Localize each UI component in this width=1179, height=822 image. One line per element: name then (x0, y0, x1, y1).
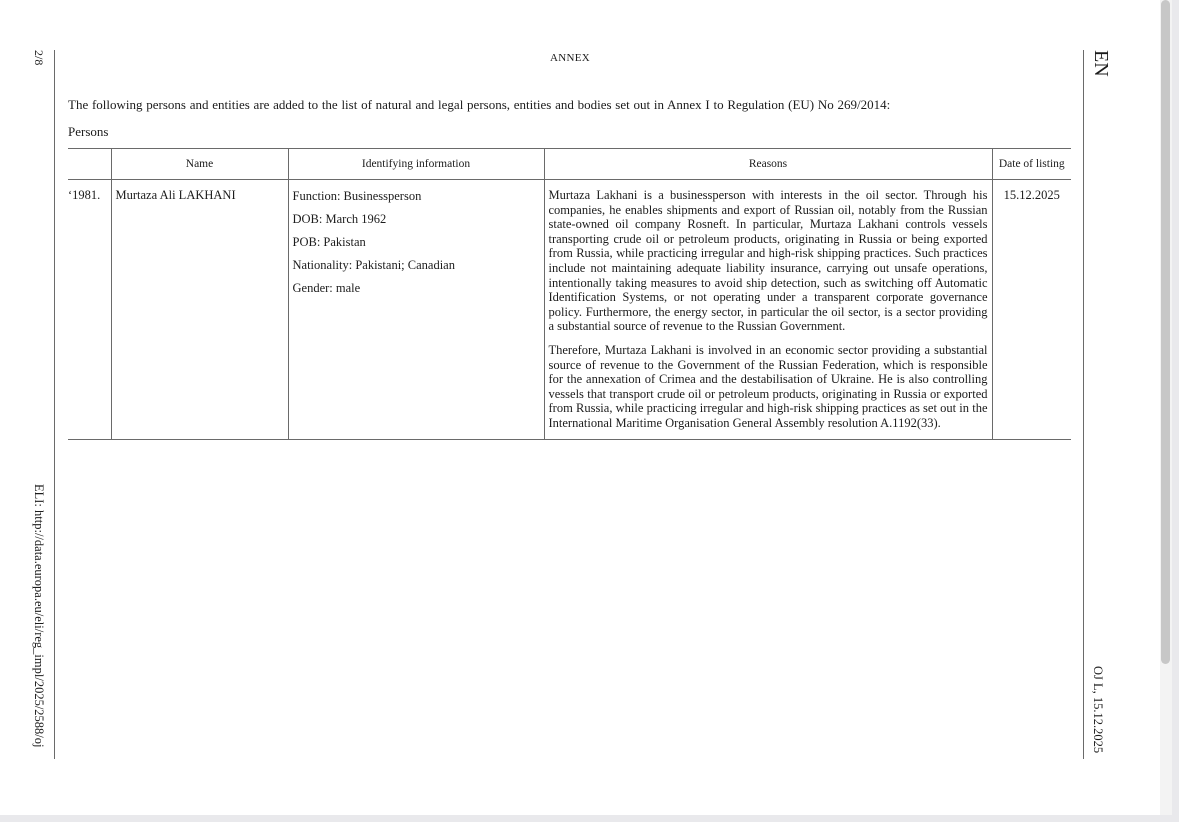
identifying-nationality: Nationality: Pakistani; Canadian (292, 258, 455, 272)
column-header-name: Name (111, 149, 288, 180)
intro-text: The following persons and entities are added to the list of natural and legal persons, entities and bodies set out in Annex I to Regulation (EU) No 269/2014: (68, 97, 891, 112)
reasons-paragraph-1: Murtaza Lakhani is a businessperson with interests in the oil sector. Through his companies, he enables shipments and export of Russian oil, notably from the Russian state-owned oil company Rosneft. In particular, Murtaza Lakhani controls vessels transporting crude oil or petroleum products, originating in Russia or being exported from Russia, while practicing irregular and high-risk shipping practices. Such practices include not maintaining adequate liability insurance, carrying out unsafe operations, intentionally taking measures to avoid ship detection, such as switching off Automatic Identification Systems, or not operating under a transparent corporate governance policy. Furthermore, the energy sector, in particular the oil sector, is a sector providing a substantial source of revenue to the Russian Government. (548, 188, 988, 334)
entry-identifying (288, 180, 544, 440)
column-header-identifying: Identifying information (288, 149, 544, 180)
journal-reference: OJ L, 15.12.2025 (1091, 666, 1105, 754)
column-header-number (68, 149, 111, 180)
identifying-pob: POB: Pakistan (292, 235, 366, 249)
table-row (68, 180, 1071, 440)
listing-table (68, 148, 1071, 440)
page-number: 2/8 (32, 50, 46, 66)
eli-link[interactable]: ELI: http://data.europa.eu/eli/reg_impl/2025/2588/oj (32, 484, 46, 748)
reasons-paragraph-2: Therefore, Murtaza Lakhani is involved in an economic sector providing a substantial source of revenue to the Government of the Russian Federation, which is responsible for the annexation of Crimea and the destabilisation of Ukraine. He is also controlling vessels that transport crude oil or petroleum products, originating in Russia or exported from Russia, while practicing irregular and high-risk shipping practices as set out in the International Maritime Organisation General Assembly resolution A.1192(33). (548, 342, 988, 430)
section-heading: Persons (68, 124, 109, 139)
right-margin-rule (1083, 50, 1084, 759)
scrollbar-thumb[interactable] (1161, 0, 1170, 664)
entry-number: ‘1981. (68, 180, 111, 440)
left-margin-rule (54, 50, 55, 759)
column-header-reasons: Reasons (544, 149, 992, 180)
entry-reasons (544, 180, 992, 440)
column-header-date: Date of listing (992, 149, 1071, 180)
identifying-gender: Gender: male (292, 281, 361, 295)
entry-date-of-listing: 15.12.2025 (992, 180, 1071, 440)
annex-title: ANNEX (550, 52, 590, 64)
language-code: EN (1090, 50, 1112, 77)
table-header-row (68, 149, 1071, 180)
identifying-function: Function: Businessperson (292, 189, 422, 203)
identifying-dob: DOB: March 1962 (292, 212, 387, 226)
entry-name: Murtaza Ali LAKHANI (111, 180, 288, 440)
